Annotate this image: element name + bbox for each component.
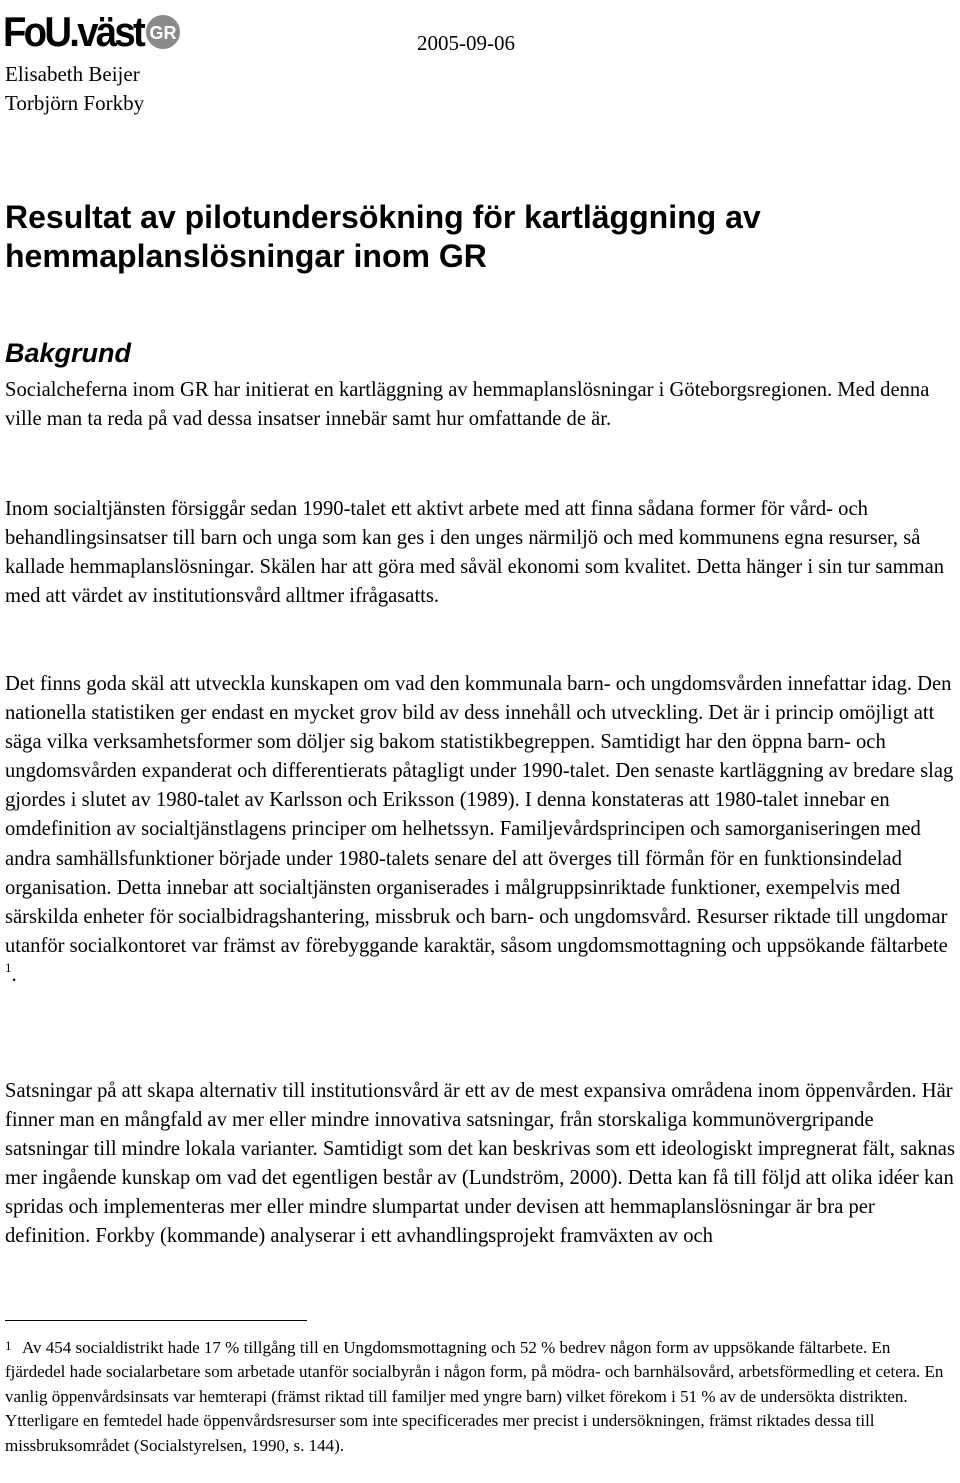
authors xyxy=(5,60,144,118)
footnote-text: Av 454 socialdistrikt hade 17 % tillgång till en Ungdomsmottagning och 52 % bedrev någon form av uppsökande fältarbete. En fjärdedel hade socialarbetare som arbetade utanför socialbyrån i någon form, på mödra- och barnhälsovård, arbetsförmedling et cetera. En vanlig öppenvårdsinsats var hemterapi (främst riktad till familjer med yngre barn) vilket förekom i 51 % av de undersökta distrikten. Ytterligare en femtedel hade öppenvårdsresurser som inte specificerades mer precist i undersökningen, främst riktades dessa till missbruksområdet (Socialstyrelsen, 1990, s. 144). xyxy=(5,1338,944,1455)
author-name: Elisabeth Beijer xyxy=(5,62,140,86)
paragraph: Socialcheferna inom GR har initierat en kartläggning av hemmaplanslösningar i Göteborgsregionen. Med denna ville man ta reda på vad dessa insatser innebär samt hur omfattande de är. xyxy=(5,379,930,431)
paragraph xyxy=(5,670,957,990)
document-title: Resultat av pilotundersökning för kartläggning av hemmaplanslösningar inom GR xyxy=(5,199,761,274)
paragraph-text: Det finns goda skäl att utveckla kunskapen om vad den kommunala barn- och ungdomsvården innefattar idag. Den nationella statistiken ger endast en mycket grov bild av dess innehåll och utveckling. Det är i princip omöjligt att säga vilka verksamhetsformer som döljer sig bakom statistikbegreppen. Samtidigt har den öppna barn- och ungdomsvården expanderat och differentierats påtagligt under 1990-talet. Den senaste kartläggning av bredare slag gjordes i slutet av 1980-talet av Karlsson och Eriksson (1989). I denna konstateras att 1980-talet innebar en omdefinition av socialtjänstlagens principer om helhetssyn. Familjevårdsprincipen och samorganiseringen med andra samhällsfunktioner började under 1980-talets senare del att överges till förmån för en funktionsindelad organisation. Detta innebar att socialtjänsten organiserades i målgruppsinriktade funktioner, exempelvis med särskilda enheter för socialbidragshantering, missbruk och barn- och ungdomsvård. Resurser riktade till ungdomar utanför socialkontoret var främst av förebyggande karaktär, såsom ungdomsmottagning och uppsökande fältarbete xyxy=(5,673,954,957)
paragraph: Satsningar på att skapa alternativ till institutionsvård är ett av de mest expansiva områdena inom öppenvården. Här finner man en mångfald av mer eller mindre innovativa satsningar, från storskaliga kommunövergripande satsningar till mindre lokala varianter. Samtidigt som det kan beskrivas som ett ideologiskt impregnerat fält, saknas mer ingående kunskap om vad det egentligen består av (Lundström, 2000). Detta kan få till följd att olika idéer kan spridas och implementeras mer eller mindre slumpartat under devisen att hemmaplanslösningar är bra per definition. Forkby (kommande) analyserar i ett avhandlingsprojekt framväxten av och xyxy=(5,1080,955,1248)
footnote xyxy=(5,1334,955,1458)
footnote-separator xyxy=(5,1320,307,1321)
svg-text:FoU.väst: FoU.väst xyxy=(3,8,146,54)
svg-text:GR: GR xyxy=(149,23,177,43)
footnote-reference[interactable]: 1 xyxy=(5,959,12,975)
footnote-marker: 1 xyxy=(5,1338,12,1353)
fou-i-vast-logo xyxy=(3,2,183,54)
author-name: Torbjörn Forkby xyxy=(5,91,145,115)
document-date: 2005-09-06 xyxy=(417,31,515,55)
paragraph: Inom socialtjänsten försiggår sedan 1990-talet ett aktivt arbete med att finna sådana former för vård- och behandlingsinsatser till barn och unga som kan ges i den unges närmiljö och med kommunens egna resurser, så kallade hemmaplanslösningar. Skälen har att göra med såväl ekonomi som kvalitet. Detta hänger i sin tur samman med att värdet av institutionsvård alltmer ifrågasatts. xyxy=(5,498,945,608)
section-heading: Bakgrund xyxy=(5,338,132,368)
paragraph-end: . xyxy=(11,963,17,986)
